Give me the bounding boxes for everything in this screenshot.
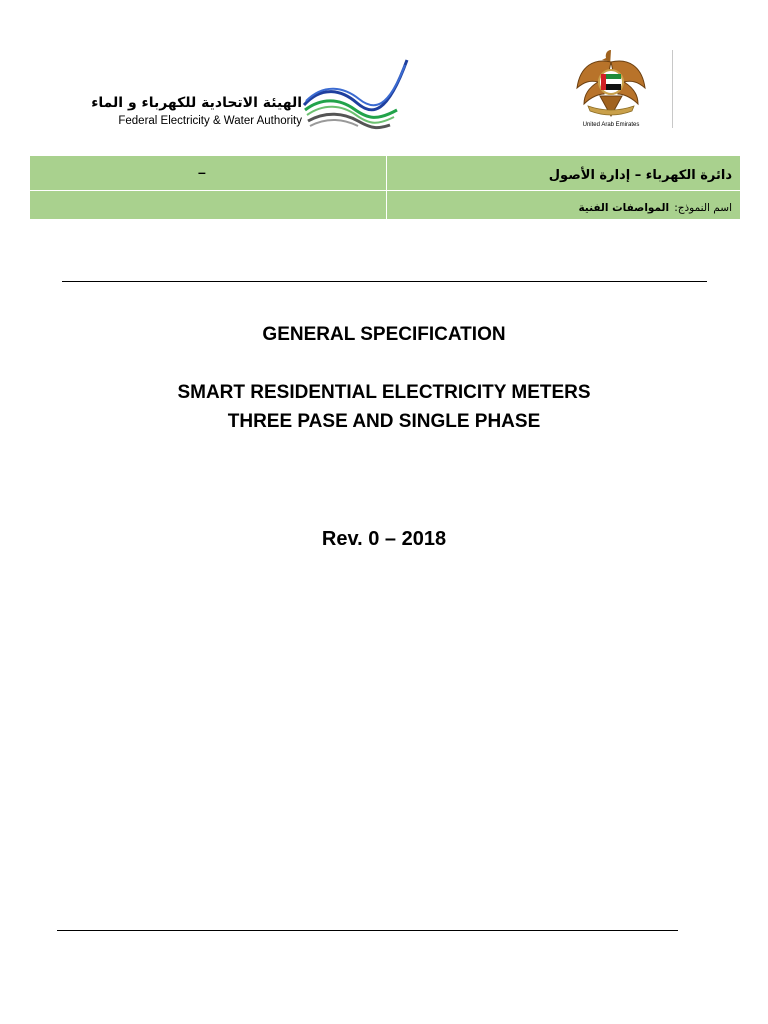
page-header (0, 0, 768, 150)
fewa-logo (62, 55, 416, 135)
org-name-english: Federal Electricity & Water Authority (118, 115, 302, 127)
table-row (30, 191, 741, 220)
emblem-caption: United Arab Emirates (582, 122, 640, 128)
table-row (30, 156, 741, 191)
uae-falcon-emblem-icon (574, 44, 648, 120)
document-title: GENERAL SPECIFICATION (262, 324, 506, 345)
department-label-cell (387, 156, 741, 191)
uae-emblem (574, 44, 648, 132)
form-name-label: اسم النموذج: (674, 201, 732, 214)
document-subtitle-line2: THREE PASE AND SINGLE PHASE (227, 411, 541, 432)
org-name-arabic: الهيئة الاتحادية للكهرباء و الماء (91, 95, 302, 111)
top-divider (62, 281, 707, 282)
department-label: دائرة الكهرباء – إدارة الأصول (548, 167, 732, 183)
form-name-cell (387, 191, 741, 220)
empty-cell (30, 191, 387, 220)
form-info-table (29, 155, 741, 220)
form-name-value: المواصفات الفنية (578, 201, 670, 214)
fewa-logo-text (62, 95, 302, 129)
revision-label: Rev. 0 – 2018 (321, 528, 447, 550)
department-value: – (198, 164, 206, 180)
fewa-wave-logo-icon (302, 55, 412, 135)
bottom-divider (57, 930, 678, 931)
department-value-cell (30, 156, 387, 191)
header-divider (672, 50, 673, 128)
document-subtitle-line1: SMART RESIDENTIAL ELECTRICITY METERS (177, 382, 591, 403)
